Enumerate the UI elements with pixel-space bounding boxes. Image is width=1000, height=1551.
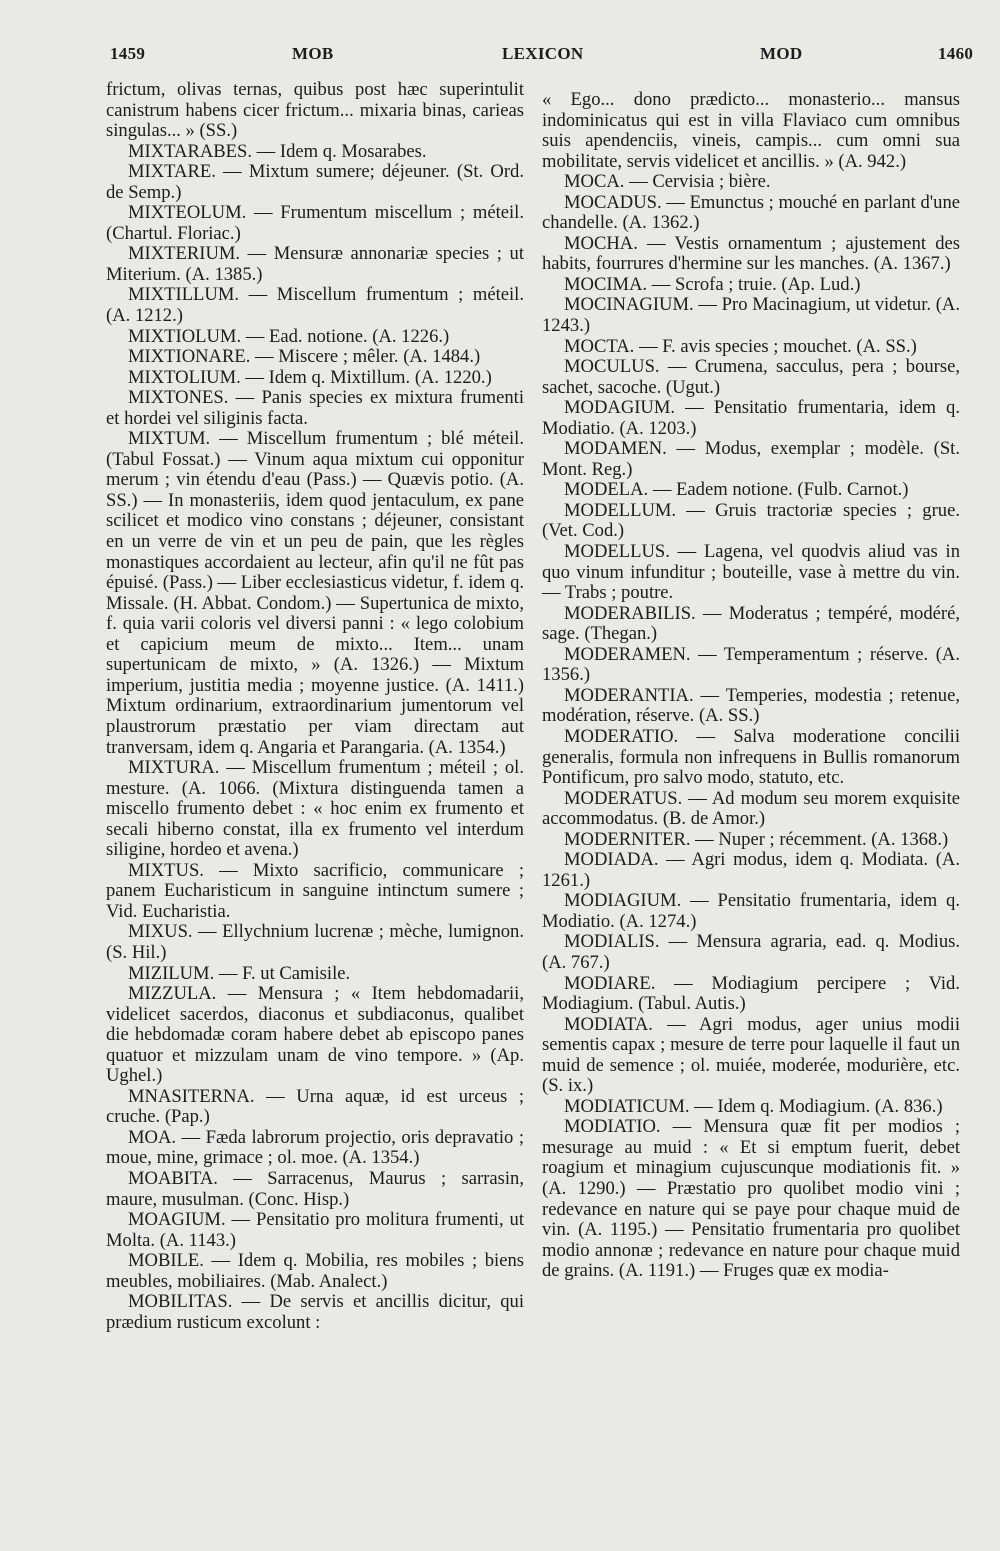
dictionary-entry: MIXTERIUM. — Mensuræ annonariæ species ; ut Miterium. (A. 1385.) xyxy=(106,243,524,285)
dictionary-entry: MODIATA. — Agri modus, ager unius modii sementis capax ; mesure de terre pour laquelle il faut un muid de semence ; ol. muiée, moderée, modurière, etc. (S. ix.) xyxy=(542,1013,960,1097)
continued-entry: frictum, olivas ternas, quibus post hæc superintulit canistrum habens cicer frictum... mixaria binas, carieas singulas... » (SS.) xyxy=(106,79,524,142)
dictionary-entry: MODIALIS. — Mensura agraria, ead. q. Modius. (A. 767.) xyxy=(542,931,960,973)
dictionary-entry: MODELA. — Eadem notione. (Fulb. Carnot.) xyxy=(564,479,909,501)
dictionary-entry: MIZILUM. — F. ut Camisile. xyxy=(128,962,351,984)
guide-word-right: MOD xyxy=(760,44,803,63)
left-column xyxy=(106,80,524,1333)
dictionary-entry: MOCA. — Cervisia ; bière. xyxy=(564,171,771,193)
dictionary-entry: MODERNITER. — Nuper ; récemment. (A. 1368.) xyxy=(564,828,949,850)
dictionary-entry: MIZZULA. — Mensura ; « Item hebdomadarii, videlicet sacerdos, diaconus et subdiaconus, qualibet die hebdomadæ coram habere debet ab episcopo panes quatuor et mizzulam unam de vino tempore. » (Ap. Ughel.) xyxy=(106,983,524,1087)
dictionary-entry: MODIATIO. — Mensura quæ fit per modios ; mesurage au muid : « Et si emptum fuerit, debet roagium et minagium cujuscunque modiationis fit. » (A. 1290.) — Præstatio pro quolibet modio vini ; redevance en nature qui se paye pour chaque muid de vin. (A. 1195.) — Pensitatio frumentaria pro quolibet modio annonæ ; redevance en nature pour chaque muid de grains. (A. 1191.) — Fruges quæ ex modia- xyxy=(542,1116,960,1282)
dictionary-entry: MODIADA. — Agri modus, idem q. Modiata. (A. 1261.) xyxy=(542,849,960,891)
dictionary-entry: MOCHA. — Vestis ornamentum ; ajustement des habits, fourrures d'hermine sur les manches. (A. 1367.) xyxy=(542,232,960,275)
dictionary-entry: MIXTONES. — Panis species ex mixtura frumenti et hordei vel siliginis facta. xyxy=(106,387,524,429)
dictionary-entry: MIXTURA. — Miscellum frumentum ; méteil ; ol. mesture. (A. 1066. (Mixtura distinguenda tamen a miscello frumento debet : « hoc enim ex frumento et secali hiberno constat, illa ex frumento vel interdum siligine, hordeo et avena.) xyxy=(106,757,524,861)
dictionary-entry: MOA. — Fæda labrorum projectio, oris depravatio ; moue, mine, grimace ; ol. moe. (A. 1354.) xyxy=(106,1126,524,1169)
dictionary-entry: MIXTIONARE. — Miscere ; mêler. (A. 1484.) xyxy=(128,346,481,368)
dictionary-entry: MODELLUM. — Gruis tractoriæ species ; grue. (Vet. Cod.) xyxy=(542,499,960,542)
dictionary-entry: MOCINAGIUM. — Pro Macinagium, ut videtur. (A. 1243.) xyxy=(542,294,960,337)
dictionary-entry: MOBILITAS. — De servis et ancillis dicitur, qui prædium rusticum excolunt : xyxy=(106,1291,524,1333)
dictionary-entry: MODERANTIA. — Temperies, modestia ; retenue, modération, réserve. (A. SS.) xyxy=(542,684,960,727)
dictionary-entry: MOCULUS. — Crumena, sacculus, pera ; bourse, sachet, sacoche. (Ugut.) xyxy=(542,356,960,398)
running-title: LEXICON xyxy=(502,44,584,63)
dictionary-entry: MOABITA. — Sarracenus, Maurus ; sarrasin, maure, musulman. (Conc. Hisp.) xyxy=(106,1167,524,1210)
dictionary-entry: MOCTA. — F. avis species ; mouchet. (A. SS.) xyxy=(564,335,917,357)
dictionary-entry: MODAMEN. — Modus, exemplar ; modèle. (St. Mont. Reg.) xyxy=(542,438,960,480)
dictionary-entry: MIXTARABES. — Idem q. Mosarabes. xyxy=(128,140,427,162)
right-column xyxy=(542,90,960,1282)
dictionary-entry: MODAGIUM. — Pensitatio frumentaria, idem q. Modiatio. (A. 1203.) xyxy=(542,397,960,439)
dictionary-entry: MODIATICUM. — Idem q. Modiagium. (A. 836.) xyxy=(564,1095,943,1117)
dictionary-entry: MODERATIO. — Salva moderatione concilii generalis, formula non infrequens in Bullis romanorum Pontificum, pro salvo modo, statuto, etc. xyxy=(542,725,960,789)
dictionary-entry: MODERATUS. — Ad modum seu morem exquisite accommodatus. (B. de Amor.) xyxy=(542,787,960,830)
dictionary-entry: MODERAMEN. — Temperamentum ; réserve. (A. 1356.) xyxy=(542,643,960,686)
dictionary-entry: MNASITERNA. — Urna aquæ, id est urceus ; cruche. (Pap.) xyxy=(106,1085,524,1128)
page-number-left: 1459 xyxy=(110,44,146,63)
dictionary-entry: MODERABILIS. — Moderatus ; tempéré, modéré, sage. (Thegan.) xyxy=(542,602,960,645)
continued-entry: « Ego... dono prædicto... monasterio... mansus indominicatus qui est in villa Flaviaco cum omnibus suis apendenciis, vineis, campis... cum omni sua mobilitate, servis videlicet et ancillis. » (A. 942.) xyxy=(542,89,960,172)
dictionary-entry: MIXUS. — Ellychnium lucrenæ ; mèche, lumignon. (S. Hil.) xyxy=(106,921,524,963)
guide-word-left: MOB xyxy=(292,44,334,63)
dictionary-entry: MODIARE. — Modiagium percipere ; Vid. Modiagium. (Tabul. Autis.) xyxy=(542,972,960,1015)
dictionary-entry: MODELLUS. — Lagena, vel quodvis aliud vas in quo vinum infunditur ; bouteille, vase à mettre du vin. — Trabs ; poutre. xyxy=(542,541,960,604)
dictionary-entry: MOBILE. — Idem q. Mobilia, res mobiles ; biens meubles, mobiliaires. (Mab. Analect.) xyxy=(106,1250,524,1292)
dictionary-entry: MIXTILLUM. — Miscellum frumentum ; méteil. (A. 1212.) xyxy=(106,284,524,327)
dictionary-entry: MODIAGIUM. — Pensitatio frumentaria, idem q. Modiatio. (A. 1274.) xyxy=(542,890,960,932)
dictionary-entry: MIXTEOLUM. — Frumentum miscellum ; méteil. (Chartul. Floriac.) xyxy=(106,202,524,244)
dictionary-entry: MOCIMA. — Scrofa ; truie. (Ap. Lud.) xyxy=(564,273,861,295)
dictionary-entry: MIXTARE. — Mixtum sumere; déjeuner. (St. Ord. de Semp.) xyxy=(106,161,524,203)
dictionary-entry: MIXTUM. — Miscellum frumentum ; blé méteil. (Tabul Fossat.) — Vinum aqua mixtum cui opponitur merum ; vin étendu d'eau (Pass.) — Quævis potio. (A. SS.) — In monasteriis, idem quod jentaculum, ex pane scilicet et modico vino constans ; déjeuner, consistant en un verre de vin et un peu de pain, que les règles monastiques accordaient au lecteur, afin qu'il ne fût pas épuisé. (Pass.) — Liber ecclesiasticus videtur, f. idem q. Missale. (H. Abbat. Condom.) — Supertunica de mixto, f. quia varii coloris vel diversi panni : « lego colobium et capicium meum de mixto... Item... unam supertunicam de mixto, » (A. 1326.) — Mixtum imperium, justitia media ; moyenne justice. (A. 1411.) Mixtum ordinarium, extraordinarium jumentorum vel plaustrorum præstatio per viam directam aut tranversam, idem q. Angaria et Parangaria. (A. 1354.) xyxy=(106,428,525,758)
page-number-right: 1460 xyxy=(938,44,974,63)
dictionary-entry: MOAGIUM. — Pensitatio pro molitura frumenti, ut Molta. (A. 1143.) xyxy=(106,1209,524,1251)
dictionary-entry: MIXTUS. — Mixto sacrificio, communicare ; panem Eucharisticum in sanguine intinctum sumere ; Vid. Eucharistia. xyxy=(106,859,524,922)
dictionary-entry: MIXTOLIUM. — Idem q. Mixtillum. (A. 1220.) xyxy=(128,366,492,388)
dictionary-entry: MIXTIOLUM. — Ead. notione. (A. 1226.) xyxy=(128,325,450,347)
dictionary-entry: MOCADUS. — Emunctus ; mouché en parlant d'une chandelle. (A. 1362.) xyxy=(542,191,960,234)
